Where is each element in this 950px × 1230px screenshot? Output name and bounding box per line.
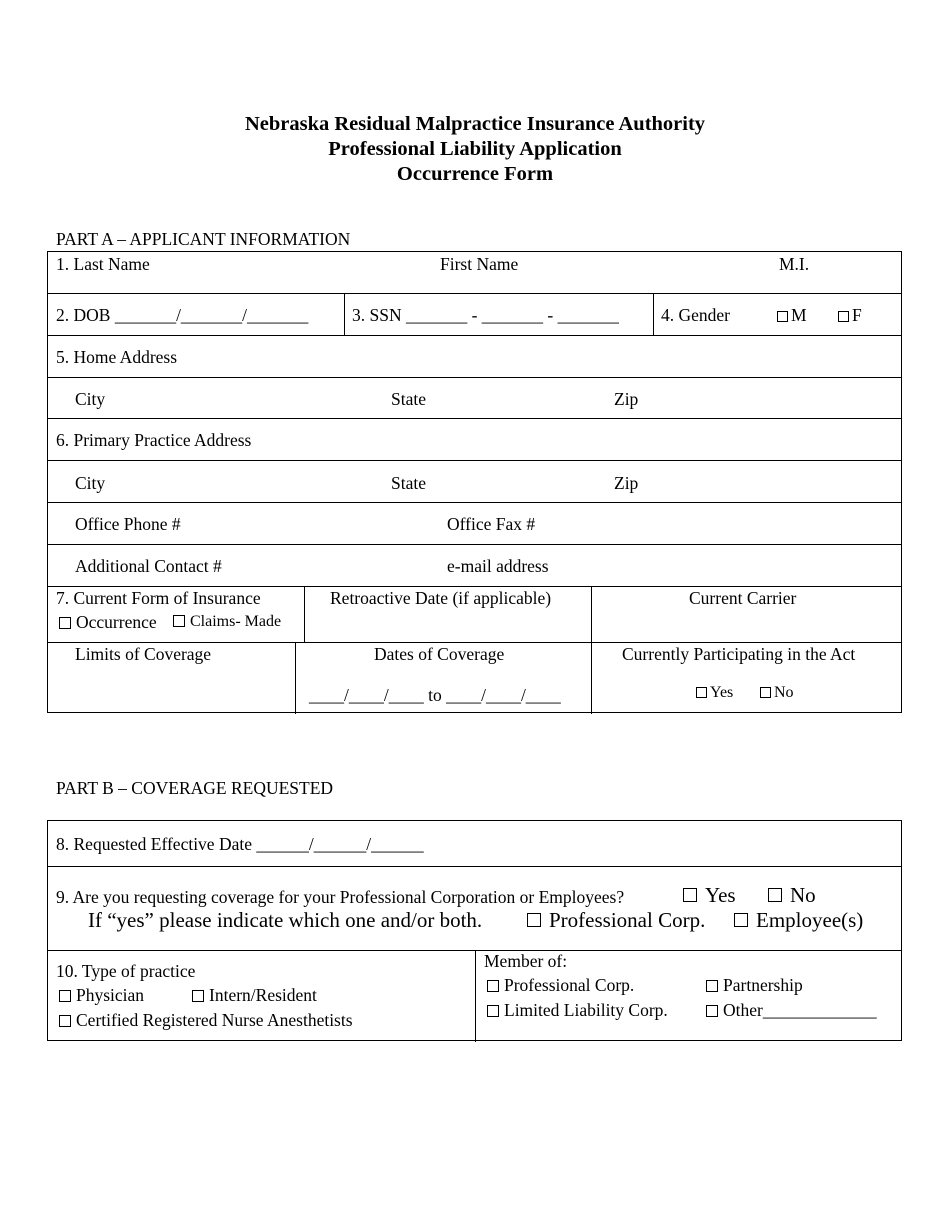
- email-field[interactable]: e-mail address: [447, 556, 549, 576]
- title-application: Professional Liability Application: [328, 138, 622, 160]
- q9-yes-option[interactable]: [683, 885, 736, 905]
- type-practice-label: 10. Type of practice: [56, 961, 196, 981]
- home-zip-field[interactable]: Zip: [614, 389, 639, 409]
- home-address-field[interactable]: 5. Home Address: [56, 347, 178, 367]
- intern-label: Intern/Resident: [209, 985, 317, 1005]
- limits-coverage-field[interactable]: Limits of Coverage: [75, 644, 212, 664]
- part-a-heading: PART A – APPLICANT INFORMATION: [56, 229, 351, 249]
- checkbox-icon[interactable]: [59, 1015, 71, 1027]
- checkbox-icon[interactable]: [59, 990, 71, 1002]
- checkbox-icon[interactable]: [777, 311, 788, 322]
- checkbox-icon[interactable]: [706, 980, 718, 992]
- q9-employees-option[interactable]: [734, 910, 863, 930]
- q9-question: 9. Are you requesting coverage for your Professional Corporation or Employees?: [56, 887, 625, 907]
- checkbox-icon[interactable]: [696, 687, 707, 698]
- col-divider: [591, 586, 592, 714]
- additional-contact-field[interactable]: Additional Contact #: [75, 556, 222, 576]
- title-form-type: Occurrence Form: [396, 163, 554, 185]
- checkbox-icon[interactable]: [59, 617, 71, 629]
- home-state-field[interactable]: State: [391, 389, 426, 409]
- participating-no-option[interactable]: [760, 683, 794, 703]
- col-divider: [295, 642, 296, 714]
- llc-option[interactable]: [487, 1000, 668, 1020]
- retroactive-date-field[interactable]: Retroactive Date (if applicable): [330, 588, 552, 608]
- crna-option[interactable]: [59, 1010, 353, 1030]
- checkbox-icon[interactable]: [838, 311, 849, 322]
- occurrence-label: Occurrence: [76, 612, 157, 632]
- office-phone-field[interactable]: Office Phone #: [75, 514, 181, 534]
- gender-f-label: F: [852, 305, 862, 325]
- llc-label: Limited Liability Corp.: [504, 1000, 668, 1020]
- first-name-field[interactable]: First Name: [440, 254, 519, 274]
- row-divider: [48, 866, 901, 867]
- q9-prof-corp-label: Professional Corp.: [549, 908, 706, 932]
- participating-yes-option[interactable]: [696, 683, 733, 703]
- member-prof-corp-label: Professional Corp.: [504, 975, 635, 995]
- practice-city-field[interactable]: City: [75, 473, 106, 493]
- dob-field[interactable]: 2. DOB _______/_______/_______: [56, 305, 309, 325]
- checkbox-icon[interactable]: [487, 1005, 499, 1017]
- row-divider: [48, 544, 901, 545]
- partnership-option[interactable]: [706, 975, 803, 995]
- row-divider: [48, 586, 901, 587]
- col-divider: [475, 950, 476, 1042]
- checkbox-icon[interactable]: [706, 1005, 718, 1017]
- row-divider: [48, 335, 901, 336]
- claims-made-option[interactable]: [173, 612, 281, 632]
- row-divider: [48, 502, 901, 503]
- checkbox-icon[interactable]: [527, 913, 541, 927]
- col-divider: [344, 293, 345, 335]
- dates-coverage-label: Dates of Coverage: [374, 644, 505, 664]
- gender-label: 4. Gender: [661, 305, 731, 325]
- checkbox-icon[interactable]: [760, 687, 771, 698]
- member-prof-corp-option[interactable]: [487, 975, 634, 995]
- gender-m-label: M: [791, 305, 807, 325]
- q9-no-label: No: [790, 883, 816, 907]
- row-divider: [48, 460, 901, 461]
- part-a-table: [47, 251, 902, 713]
- row-divider: [48, 377, 901, 378]
- practice-zip-field[interactable]: Zip: [614, 473, 639, 493]
- last-name-field[interactable]: 1. Last Name: [56, 254, 150, 274]
- row-divider: [48, 642, 901, 643]
- partnership-label: Partnership: [723, 975, 803, 995]
- intern-option[interactable]: [192, 985, 317, 1005]
- checkbox-icon[interactable]: [487, 980, 499, 992]
- member-of-label: Member of:: [484, 951, 568, 971]
- checkbox-icon[interactable]: [173, 615, 185, 627]
- current-form-label: 7. Current Form of Insurance: [56, 588, 261, 608]
- crna-label: Certified Registered Nurse Anesthetists: [76, 1010, 353, 1030]
- q9-employees-label: Employee(s): [756, 908, 864, 932]
- physician-option[interactable]: [59, 985, 144, 1005]
- other-label: Other_____________: [723, 1000, 877, 1020]
- col-divider: [304, 586, 305, 642]
- physician-label: Physician: [76, 985, 145, 1005]
- ssn-field[interactable]: 3. SSN _______ - _______ - _______: [352, 305, 619, 325]
- part-b-heading: PART B – COVERAGE REQUESTED: [56, 778, 334, 798]
- title-authority: Nebraska Residual Malpractice Insurance Authority: [244, 113, 706, 135]
- part-b-table: [47, 820, 902, 1041]
- practice-address-field[interactable]: 6. Primary Practice Address: [56, 430, 252, 450]
- checkbox-icon[interactable]: [192, 990, 204, 1002]
- participating-yes-label: Yes: [710, 684, 734, 701]
- checkbox-icon[interactable]: [683, 888, 697, 902]
- practice-state-field[interactable]: State: [391, 473, 426, 493]
- checkbox-icon[interactable]: [768, 888, 782, 902]
- other-option[interactable]: [706, 1000, 877, 1020]
- row-divider: [48, 418, 901, 419]
- claims-made-label: Claims- Made: [190, 613, 282, 630]
- current-carrier-field[interactable]: Current Carrier: [689, 588, 797, 608]
- checkbox-icon[interactable]: [734, 913, 748, 927]
- q9-no-option[interactable]: [768, 885, 816, 905]
- q9-prof-corp-option[interactable]: [527, 910, 705, 930]
- gender-m-option[interactable]: [777, 305, 807, 325]
- gender-f-option[interactable]: [838, 305, 862, 325]
- middle-initial-field[interactable]: M.I.: [779, 254, 810, 274]
- dates-coverage-field[interactable]: ____/____/____ to ____/____/____: [309, 685, 561, 705]
- participating-no-label: No: [774, 684, 794, 701]
- q9-yes-label: Yes: [705, 883, 736, 907]
- col-divider: [653, 293, 654, 335]
- occurrence-option[interactable]: [59, 612, 157, 632]
- participating-label: Currently Participating in the Act: [622, 644, 856, 664]
- row-divider: [48, 293, 901, 294]
- effective-date-field[interactable]: 8. Requested Effective Date ______/______/______: [56, 834, 424, 854]
- form-title: [0, 112, 950, 187]
- office-fax-field[interactable]: Office Fax #: [447, 514, 536, 534]
- home-city-field[interactable]: City: [75, 389, 106, 409]
- q9-followup: If “yes” please indicate which one and/or both.: [88, 908, 483, 932]
